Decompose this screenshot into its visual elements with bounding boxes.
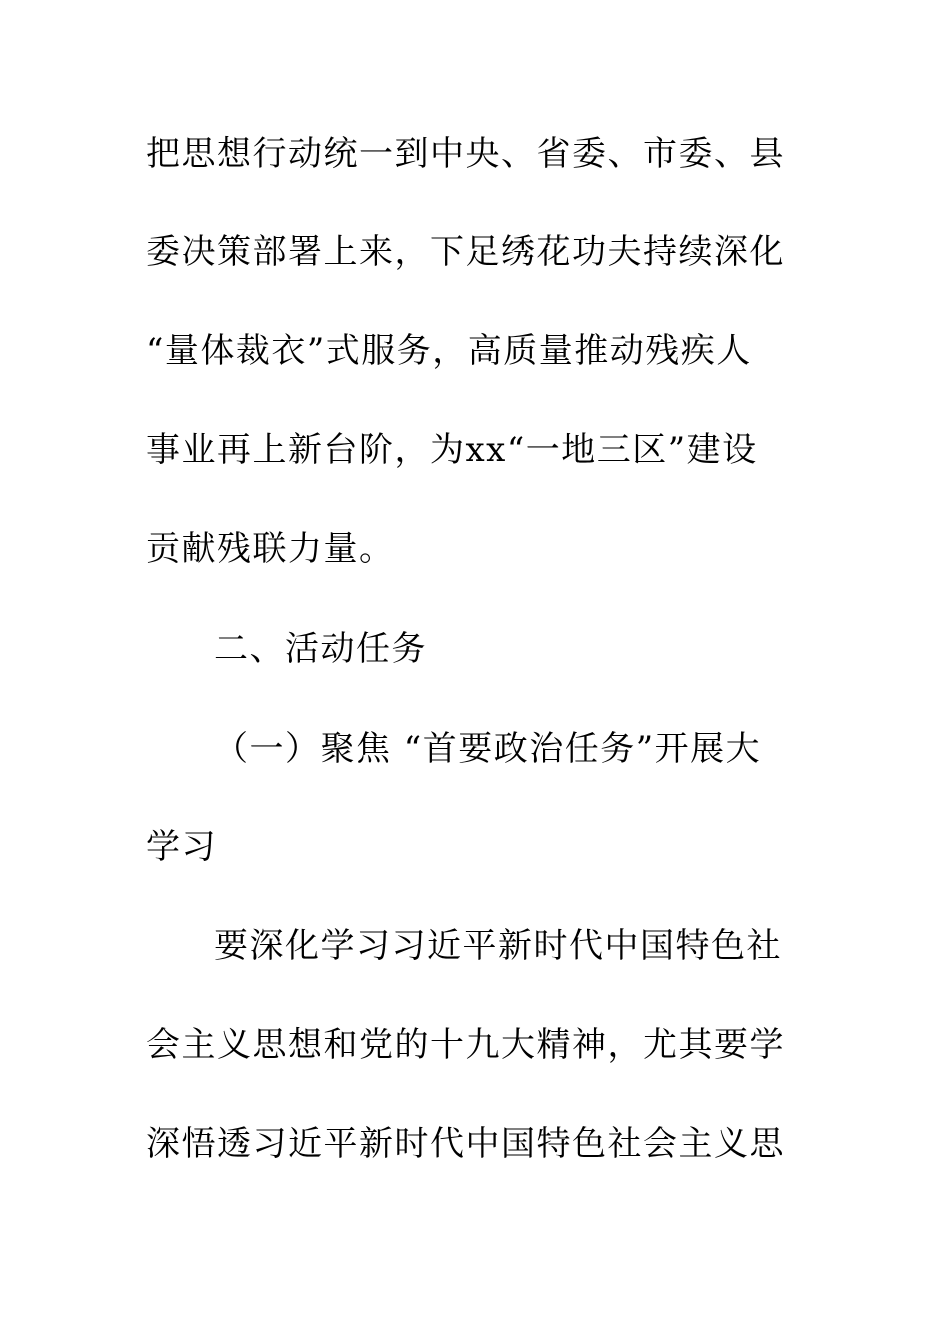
paragraph-line: 把思想行动统一到中央、省委、市委、县 bbox=[146, 134, 785, 174]
paragraph-line: “量体裁衣”式服务，高质量推动残疾人 bbox=[146, 331, 752, 371]
paragraph-line: 事业再上新台阶，为xx“一地三区”建设 bbox=[146, 430, 758, 470]
subsection-heading: （一）聚焦 “首要政治任务”开展大 bbox=[214, 729, 762, 769]
paragraph-line: 会主义思想和党的十九大精神，尤其要学 bbox=[146, 1025, 785, 1065]
section-heading: 二、活动任务 bbox=[214, 629, 427, 669]
paragraph-line: 深悟透习近平新时代中国特色社会主义思 bbox=[146, 1124, 785, 1164]
paragraph-line: 委决策部署上来，下足绣花功夫持续深化 bbox=[146, 232, 785, 272]
paragraph-line: 贡献残联力量。 bbox=[146, 529, 395, 569]
subsection-heading-continuation: 学习 bbox=[146, 827, 217, 867]
paragraph-line: 要深化学习习近平新时代中国特色社 bbox=[214, 926, 782, 966]
